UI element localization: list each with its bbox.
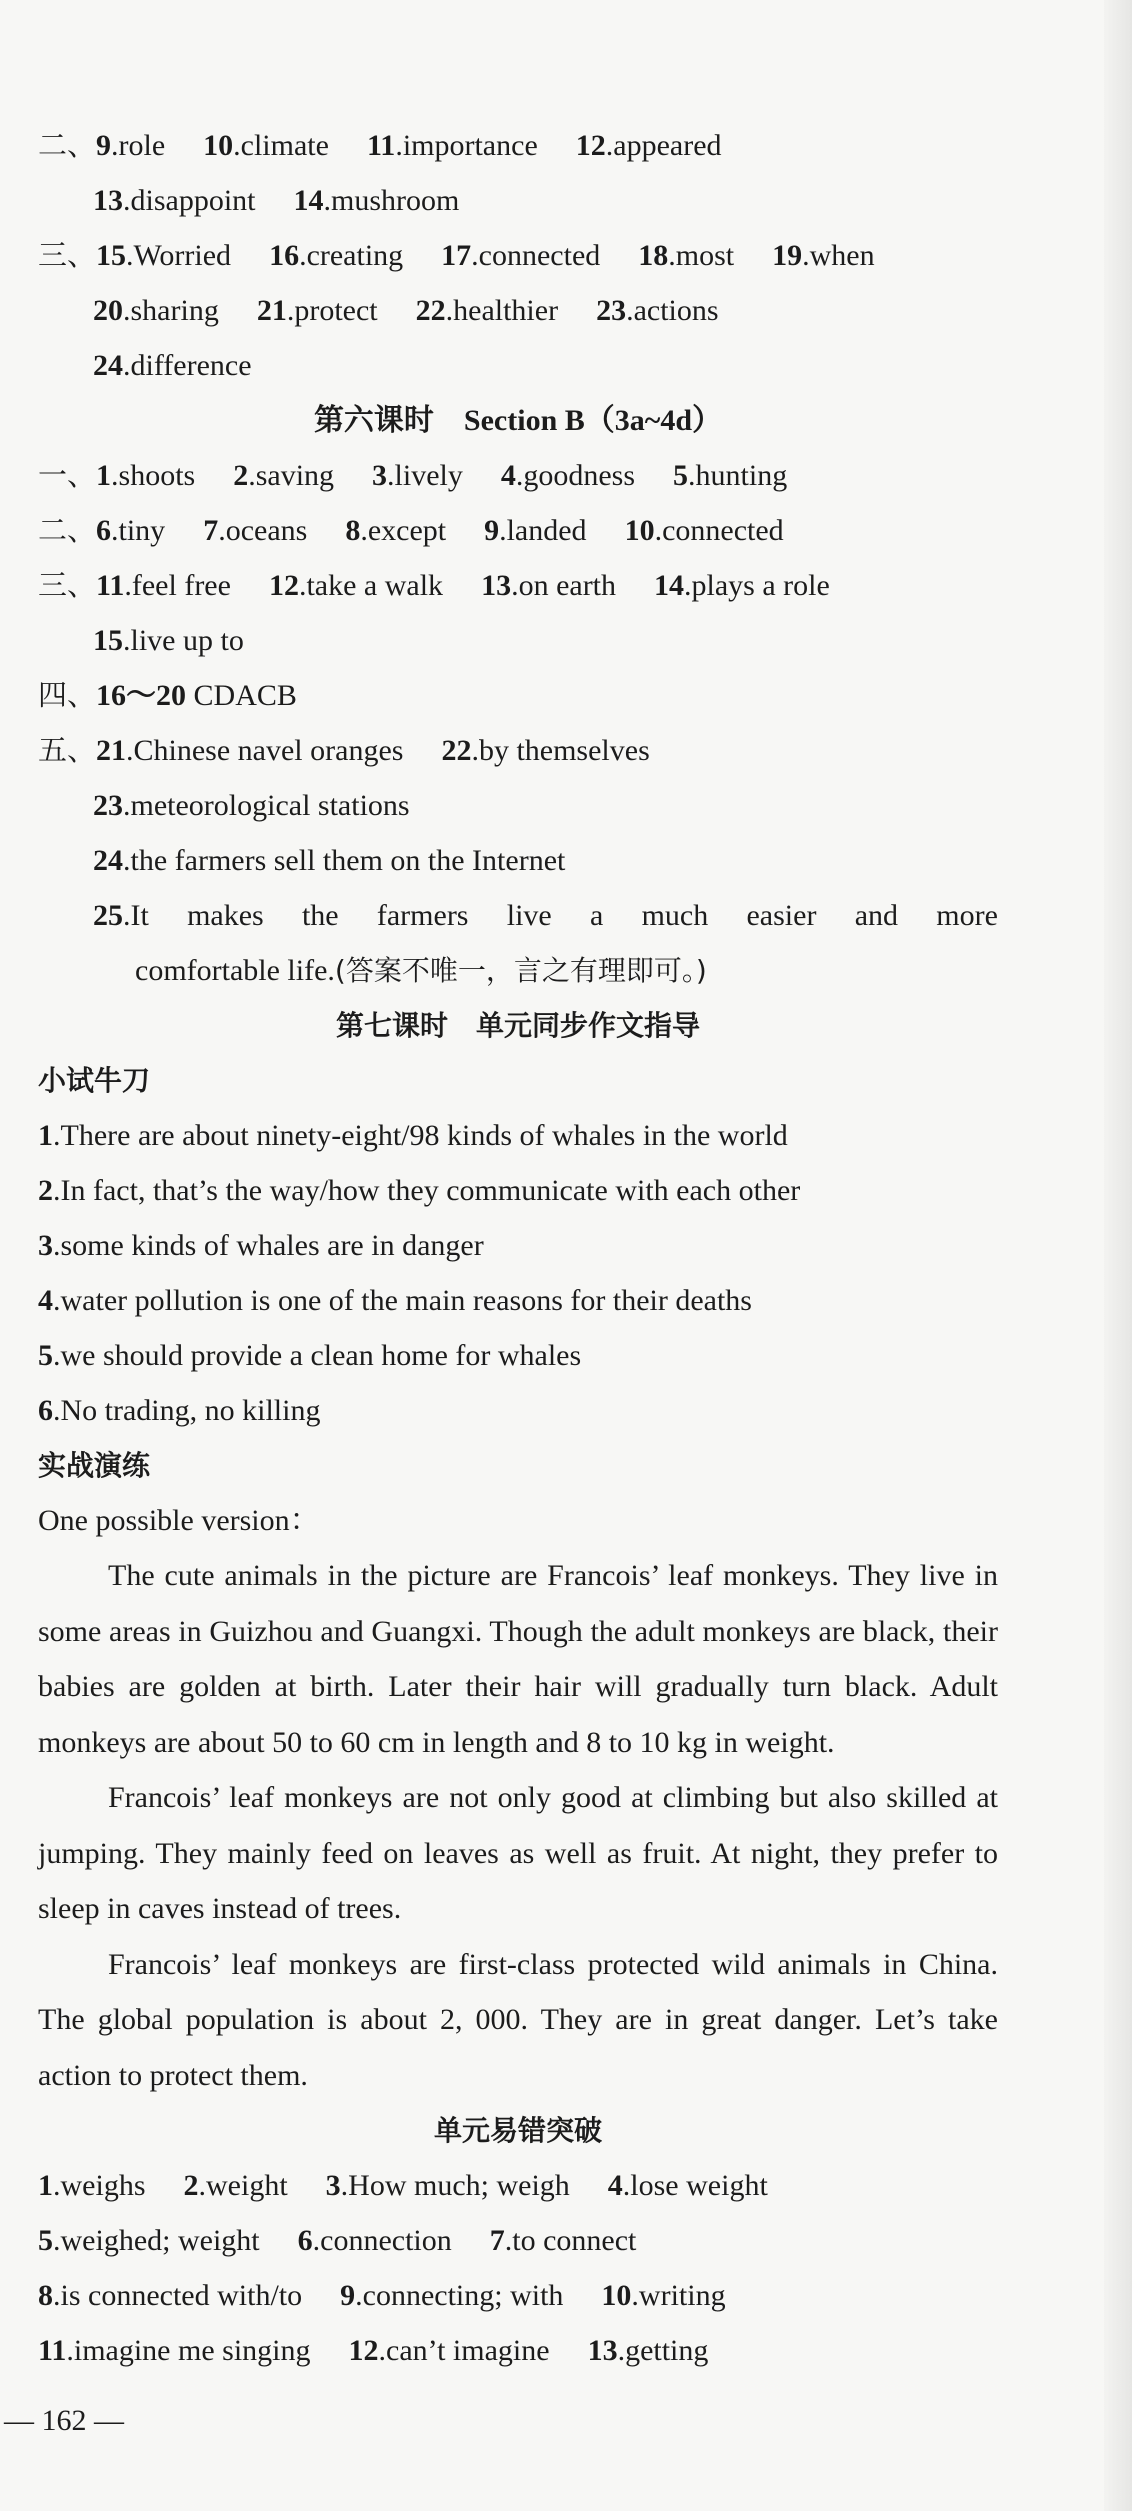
answer-item	[441, 239, 600, 272]
item-number: 5	[38, 1339, 53, 1372]
item-number: 21	[96, 734, 127, 767]
practice-item	[38, 1273, 998, 1328]
item-text: .to connect	[504, 2224, 637, 2257]
answer-item	[93, 184, 256, 217]
item-text: .most	[668, 239, 735, 272]
answer-item	[93, 349, 252, 382]
errors-row	[38, 2268, 998, 2323]
item-number: 25	[93, 899, 123, 932]
item-text: .lively	[387, 459, 463, 492]
item-text: .connecting; with	[355, 2279, 564, 2312]
essay-paragraph: The cute animals in the picture are Francois’ leaf monkeys. They live in some areas in Guizhou and Guangxi. Though the adult monkeys are black, their babies are golden at birth. Later their hair will gradually turn black. Adult monkeys are about 50 to 60 cm in length and 8 to 10 kg in weight.	[38, 1559, 998, 1759]
item-number: 24	[93, 349, 123, 382]
item-text: .climate	[233, 129, 329, 162]
item-text: .difference	[123, 349, 252, 382]
item-text: .when	[802, 239, 875, 272]
item-number: 15	[93, 624, 123, 657]
q25-word: a	[590, 899, 604, 932]
item-number: 23	[93, 789, 123, 822]
answer-item	[93, 624, 244, 657]
item-number: 9	[340, 2279, 356, 2312]
part-san-continuation-2	[38, 338, 998, 393]
item-number: 9	[96, 129, 112, 162]
item-text: .sharing	[123, 294, 219, 327]
lesson6-wu-25	[38, 888, 998, 943]
errors-title: 单元易错突破	[433, 2114, 602, 2147]
item-number: 19	[772, 239, 803, 272]
item-number: 6	[38, 1394, 53, 1427]
answer-item	[367, 129, 538, 162]
item-number: 11	[366, 129, 396, 162]
essay-paragraph: Francois’ leaf monkeys are first-class protected wild animals in China. The global population is about 2, 000. They are in great danger. Let’s take action to protect them.	[38, 1947, 998, 2092]
item-text: .water pollution is one of the main reasons for their deaths	[53, 1284, 752, 1317]
item-text: .actions	[626, 294, 719, 327]
item-text: .Chinese navel oranges	[126, 734, 404, 767]
item-text: .imagine me singing	[66, 2334, 311, 2367]
answer-item	[38, 1394, 320, 1427]
item-text: .How much; weigh	[340, 2169, 570, 2202]
page-number: — 162 —	[4, 2404, 124, 2437]
item-text: .some kinds of whales are in danger	[53, 1229, 484, 1262]
item-number: 4	[607, 2169, 623, 2202]
essay	[38, 1548, 998, 2103]
answer-item	[203, 514, 307, 547]
item-text: .meteorological stations	[123, 789, 410, 822]
practice-item	[38, 1383, 998, 1438]
q25-word: much	[641, 899, 709, 932]
item-text: .connected	[471, 239, 601, 272]
combat-title: 实战演练	[38, 1449, 151, 1482]
answer-item	[96, 459, 195, 492]
item-text: .by themselves	[471, 734, 650, 767]
answer-item	[345, 514, 446, 547]
item-number: 18	[638, 239, 669, 272]
q25-word: the	[301, 899, 339, 932]
item-text: .landed	[499, 514, 587, 547]
errors-row	[38, 2213, 998, 2268]
item-text: .appeared	[605, 129, 722, 162]
item-text: .tiny	[111, 514, 166, 547]
lesson6-wu: 五、21.Chinese navel oranges 22.by themselves	[38, 733, 650, 767]
errors-list	[38, 2158, 998, 2378]
item-text: .hunting	[688, 459, 788, 492]
answer-item	[233, 459, 334, 492]
item-number: 3	[372, 459, 388, 492]
practice-item	[38, 1218, 998, 1273]
practice-item	[38, 1108, 998, 1163]
lesson6-er: 二、6.tiny 7.oceans 8.except 9.landed 10.connected	[38, 513, 784, 547]
item-text: .plays a role	[684, 569, 830, 602]
answer-item	[416, 294, 558, 327]
version-label: One possible version：	[38, 1504, 320, 1537]
item-text: .weight	[198, 2169, 288, 2202]
item-number: 17	[441, 239, 472, 272]
errors-row	[38, 2158, 998, 2213]
item-text: .getting	[617, 2334, 709, 2367]
item-text: .feel free	[124, 569, 231, 602]
answer-item	[96, 129, 165, 162]
item-number: 23	[596, 294, 627, 327]
item-number: 4	[38, 1284, 53, 1317]
q25-word: live	[506, 899, 552, 932]
answer-item	[673, 459, 787, 492]
item-number: 6	[96, 514, 112, 547]
answer-item	[38, 1339, 581, 1372]
errors-row	[38, 2323, 998, 2378]
lesson6-wu-24	[38, 833, 998, 888]
item-number: 10	[601, 2279, 632, 2312]
answer-item	[326, 2169, 570, 2202]
lesson6-wu-25-continuation: comfortable life.(答案不唯一，言之有理即可。)	[135, 954, 707, 987]
item-number: 2	[38, 1174, 53, 1207]
answer-item	[372, 459, 463, 492]
item-number: 12	[575, 129, 606, 162]
item-text: .can’t imagine	[378, 2334, 550, 2367]
item-text: .saving	[248, 459, 335, 492]
item-text: .goodness	[515, 459, 636, 492]
answer-item	[501, 459, 635, 492]
answer-item	[96, 514, 165, 547]
item-number: 7	[489, 2224, 505, 2257]
item-number: 9	[484, 514, 500, 547]
item-number: 14	[654, 569, 685, 602]
item-number: 13	[93, 184, 123, 217]
answer-item	[269, 569, 443, 602]
item-text: .In fact, that’s the way/how they communicate with each other	[53, 1174, 801, 1207]
answer-item	[638, 239, 734, 272]
item-text: .healthier	[445, 294, 559, 327]
item-text: .we should provide a clean home for whales	[53, 1339, 582, 1372]
answer-item	[601, 2279, 725, 2312]
essay-paragraph: Francois’ leaf monkeys are not only good at climbing but also skilled at jumping. They mainly feed on leaves as well as fruit. At night, they prefer to sleep in caves instead of trees.	[38, 1781, 998, 1925]
part-san-continuation	[38, 283, 998, 338]
item-number: 20	[93, 294, 123, 327]
item-text: .on earth	[511, 569, 617, 602]
answer-item	[38, 1174, 800, 1207]
item-number: 8	[38, 2279, 53, 2312]
item-text: .live up to	[123, 624, 244, 657]
item-text: .creating	[299, 239, 404, 272]
answer-item	[294, 184, 460, 217]
item-text: .shoots	[111, 459, 196, 492]
answer-item	[441, 734, 649, 767]
item-text: .It	[123, 899, 149, 932]
practice-title: 小试牛刀	[38, 1064, 151, 1097]
answer-item	[93, 789, 410, 822]
item-number: 14	[293, 184, 324, 217]
item-number: 11	[96, 569, 125, 602]
q25-word	[93, 888, 149, 943]
answer-item	[38, 1284, 752, 1317]
answer-item	[38, 2279, 302, 2312]
lesson6-si: 四、16～20 CDACB	[38, 678, 297, 712]
item-text: .weighs	[53, 2169, 146, 2202]
answer-item	[481, 569, 616, 602]
item-text: .take a walk	[298, 569, 444, 602]
practice-item	[38, 1328, 998, 1383]
item-text: .disappoint	[123, 184, 256, 217]
answer-item	[96, 239, 231, 272]
q25-word: and	[854, 899, 899, 932]
item-number: 8	[345, 514, 361, 547]
item-text: .protect	[286, 294, 378, 327]
item-text: .oceans	[218, 514, 308, 547]
item-number: 15	[96, 239, 127, 272]
item-text: .There are about ninety-eight/98 kinds of whales in the world	[53, 1119, 788, 1152]
item-number: 10	[624, 514, 655, 547]
answer-item	[38, 2334, 311, 2367]
answer-item	[340, 2279, 563, 2312]
lesson6-wu-23	[38, 778, 998, 833]
answer-item	[588, 2334, 709, 2367]
item-number: 24	[93, 844, 123, 877]
item-text: .connected	[654, 514, 784, 547]
lesson6-san: 三、11.feel free 12.take a walk 13.on earth 14.plays a role	[38, 568, 830, 602]
lesson6-title: 第六课时 Section B（3a~4d）	[313, 404, 723, 437]
answer-item	[596, 294, 718, 327]
item-number: 13	[587, 2334, 618, 2367]
answer-item	[576, 129, 722, 162]
item-text: .weighed; weight	[53, 2224, 260, 2257]
answer-item	[38, 1229, 484, 1262]
item-number: 7	[203, 514, 219, 547]
answer-item	[269, 239, 403, 272]
answer-item	[96, 569, 231, 602]
answer-item	[484, 514, 586, 547]
answer-item	[298, 2224, 452, 2257]
answer-item	[38, 2224, 260, 2257]
item-number: 11	[38, 2334, 67, 2367]
item-text: .lose weight	[622, 2169, 768, 2202]
item-number: 12	[348, 2334, 379, 2367]
answer-item	[608, 2169, 768, 2202]
item-text: .writing	[631, 2279, 726, 2312]
item-text: .is connected with/to	[53, 2279, 303, 2312]
answer-item	[38, 2169, 146, 2202]
answer-item	[93, 844, 565, 877]
item-number: 22	[415, 294, 446, 327]
answer-key-page	[38, 118, 998, 2378]
part-er-line: 二、9.role 10.climate 11.importance 12.appeared	[38, 128, 722, 162]
item-number: 13	[481, 569, 512, 602]
item-number: 3	[325, 2169, 341, 2202]
answer-item	[38, 1119, 788, 1152]
item-text: .connection	[312, 2224, 452, 2257]
answer-item	[184, 2169, 288, 2202]
answer-item	[654, 569, 830, 602]
item-number: 5	[673, 459, 689, 492]
q25-word: makes	[187, 899, 264, 932]
answer-item	[96, 734, 403, 767]
lesson6-san-continuation	[38, 613, 998, 668]
item-number: 2	[233, 459, 249, 492]
item-text: .except	[360, 514, 447, 547]
item-number: 22	[441, 734, 472, 767]
answer-item	[349, 2334, 550, 2367]
item-number: 10	[203, 129, 234, 162]
item-text: .mushroom	[323, 184, 460, 217]
practice-item	[38, 1163, 998, 1218]
item-number: 1	[38, 2169, 53, 2202]
item-text: .importance	[395, 129, 538, 162]
item-number: 2	[183, 2169, 199, 2202]
lesson7-title: 第七课时 单元同步作文指导	[335, 1009, 700, 1042]
item-text: .role	[111, 129, 166, 162]
part-er-continuation	[38, 173, 998, 228]
item-number: 6	[297, 2224, 313, 2257]
item-text: .the farmers sell them on the Internet	[123, 844, 566, 877]
item-number: 3	[38, 1229, 53, 1262]
item-number: 1	[96, 459, 112, 492]
answer-item	[625, 514, 784, 547]
answer-item	[93, 294, 219, 327]
item-number: 16	[269, 239, 300, 272]
answer-item	[203, 129, 329, 162]
page-edge-shadow	[1104, 0, 1132, 2511]
practice-list	[38, 1108, 998, 1438]
answer-item	[772, 239, 874, 272]
item-number: 1	[38, 1119, 53, 1152]
answer-item	[257, 294, 378, 327]
answer-item	[490, 2224, 637, 2257]
item-number: 21	[256, 294, 287, 327]
q25-word: easier	[746, 899, 817, 932]
item-text: .Worried	[126, 239, 232, 272]
item-text: .No trading, no killing	[53, 1394, 321, 1427]
part-san-line: 三、15.Worried 16.creating 17.connected 18.most 19.when	[38, 238, 875, 272]
item-number: 5	[38, 2224, 53, 2257]
item-number: 4	[500, 459, 516, 492]
q25-word: farmers	[376, 899, 469, 932]
q25-word: more	[936, 899, 998, 932]
item-number: 12	[268, 569, 299, 602]
lesson6-yi: 一、1.shoots 2.saving 3.lively 4.goodness 5.hunting	[38, 458, 788, 492]
